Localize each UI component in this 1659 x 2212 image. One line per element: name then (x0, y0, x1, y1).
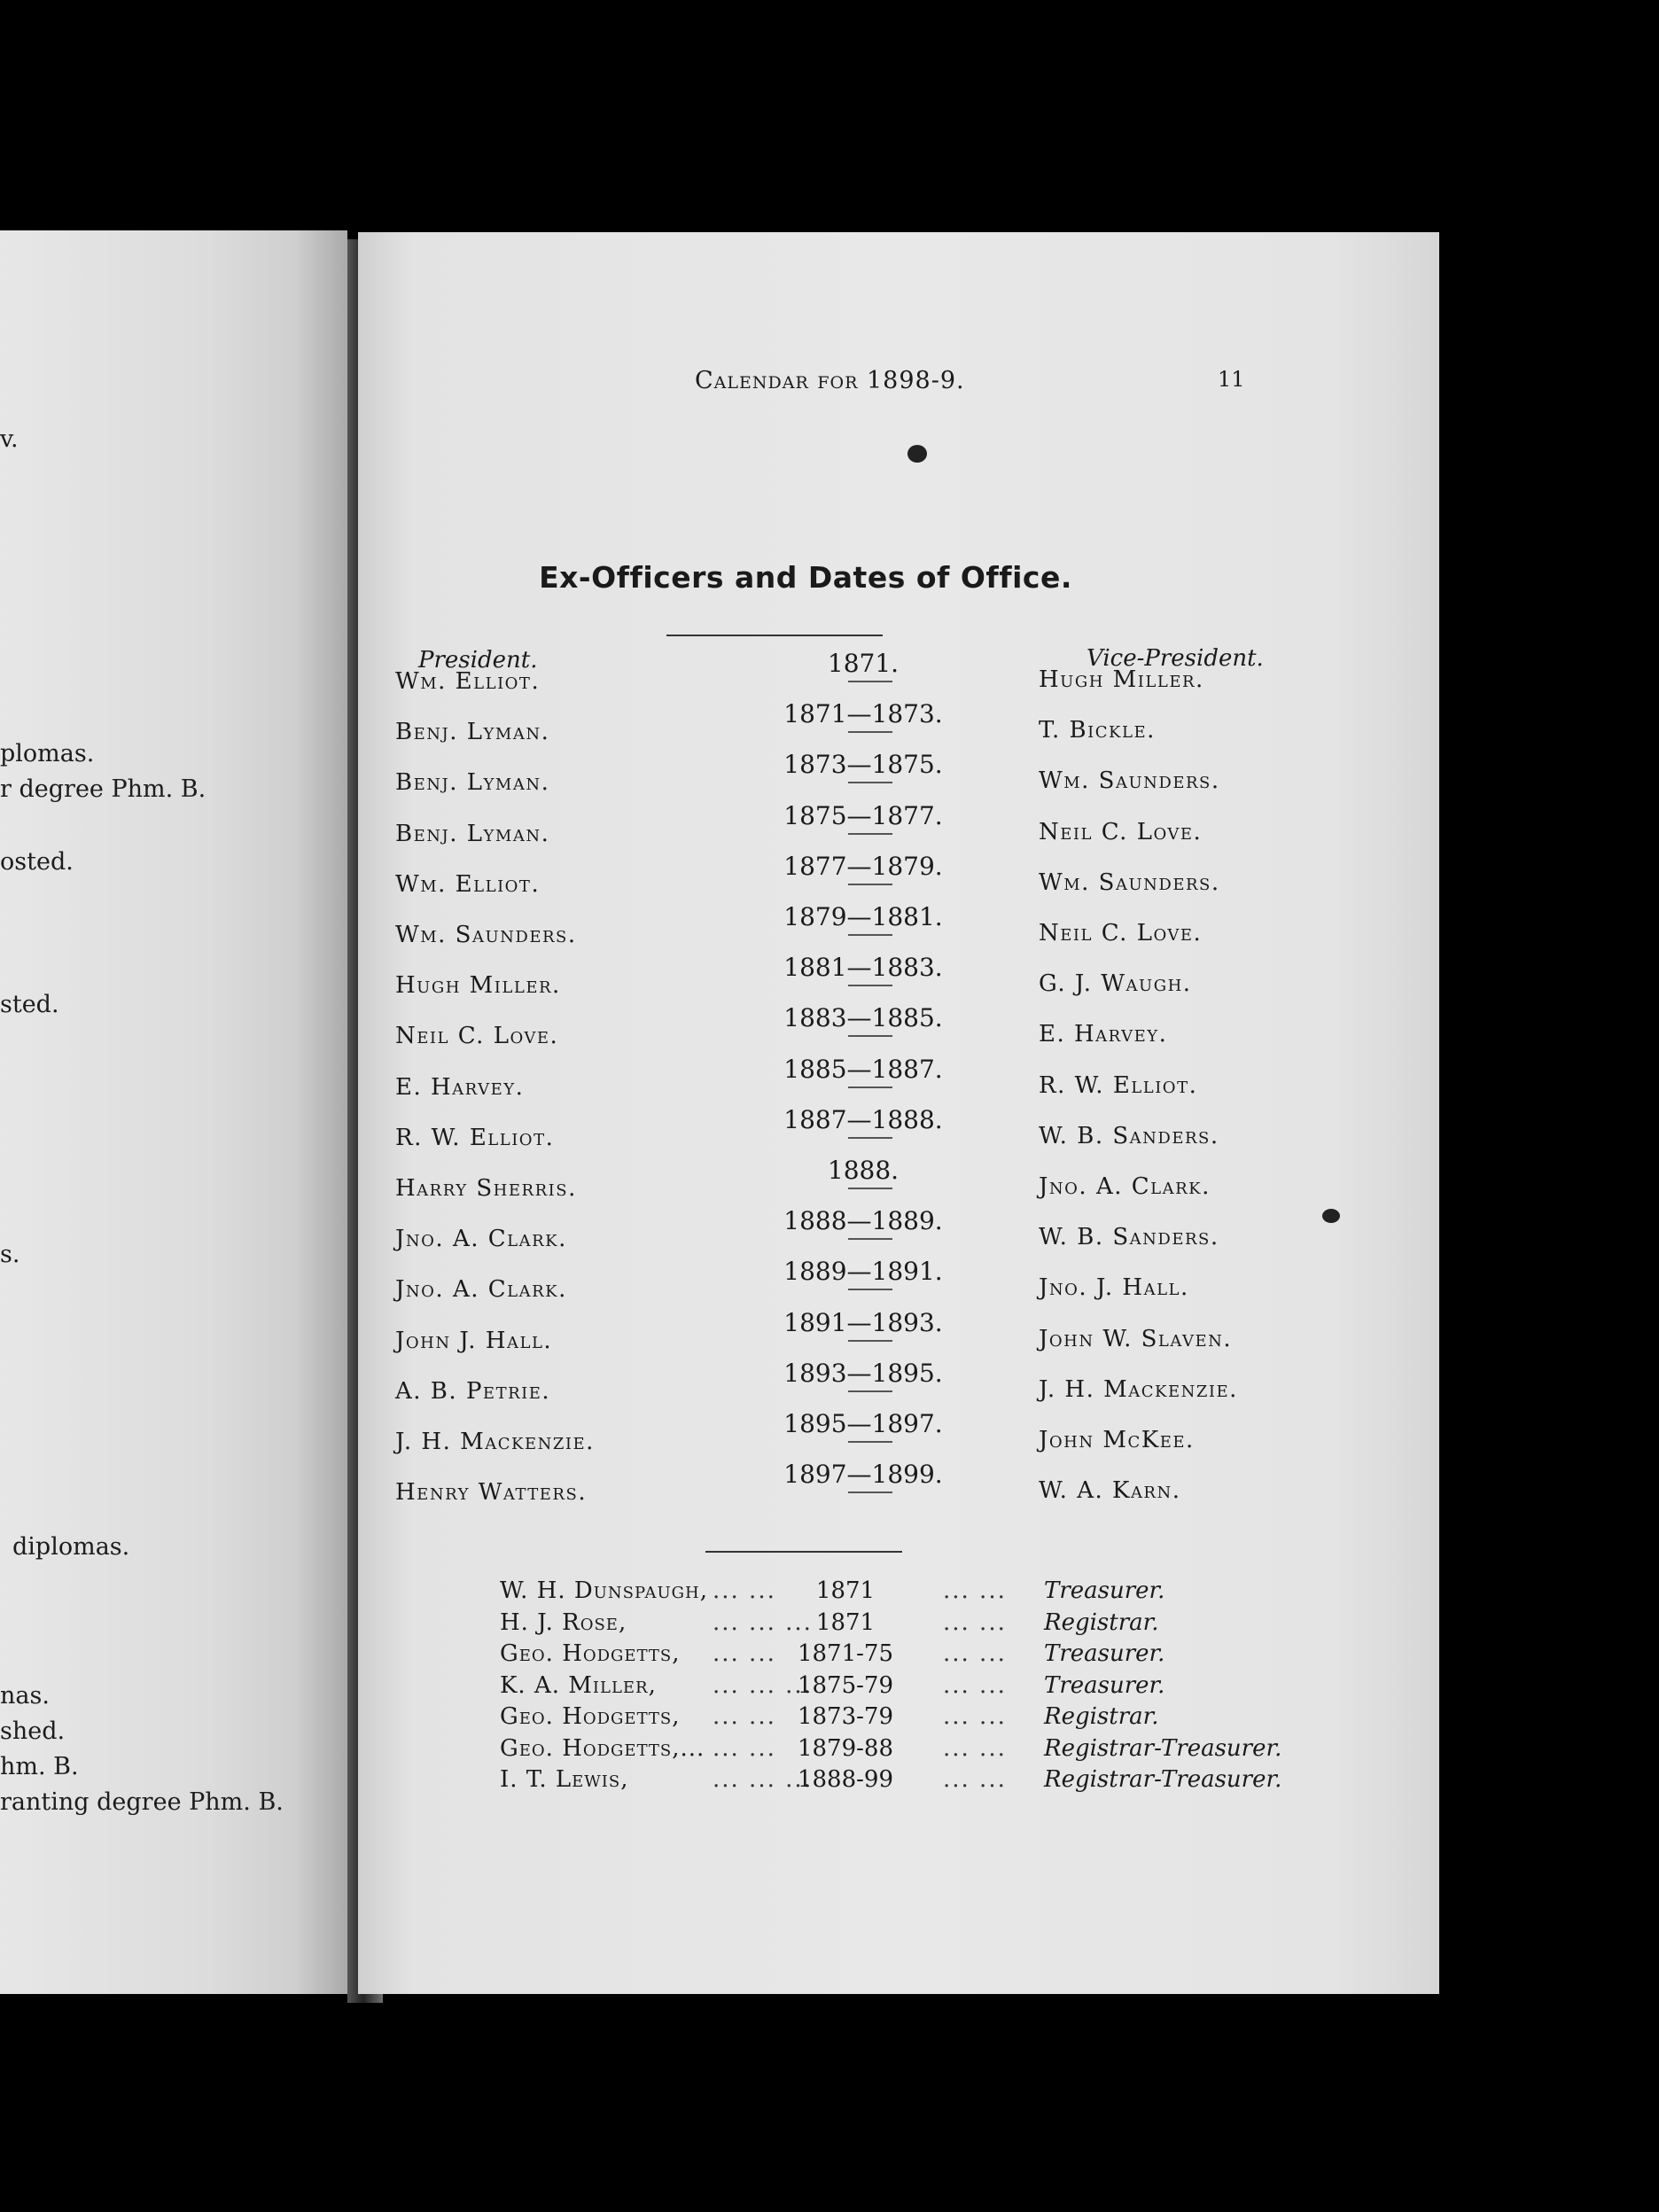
president-name: Jno. A. Clark. (395, 1276, 567, 1304)
officer-name: H. J. Rose, (500, 1608, 627, 1636)
president-name: Benj. Lyman. (395, 820, 550, 847)
vice-president-name: Hugh Miller. (1039, 666, 1204, 693)
leader-dots: ... ... (943, 1703, 1007, 1730)
office-role: Registrar-Treasurer. (1044, 1766, 1282, 1793)
term-years: 1873—1875. (783, 750, 943, 780)
title-rule (666, 635, 883, 636)
leader-dots: ... ... (713, 1703, 776, 1730)
office-role: Registrar. (1044, 1703, 1159, 1730)
president-name: J. H. Mackenzie. (395, 1429, 595, 1455)
vice-president-name: T. Bickle. (1039, 717, 1156, 744)
term-years: 1891—1893. (783, 1307, 943, 1337)
leader-dots: ... ... (713, 1577, 776, 1604)
officer-name: Geo. Hodgetts, (500, 1703, 681, 1730)
leader-dots: ... ... (713, 1734, 776, 1762)
vice-president-name: W. A. Karn. (1039, 1477, 1181, 1505)
left-fragment: nas. (0, 1682, 50, 1710)
left-fragment: diplomas. (12, 1533, 130, 1561)
vice-president-name: John W. Slaven. (1039, 1325, 1233, 1352)
president-name: Jno. A. Clark. (395, 1226, 567, 1253)
vice-president-name: Jno. J. Hall. (1039, 1274, 1189, 1302)
vice-president-column-header: Vice-President. (1087, 645, 1264, 672)
vice-president-name: W. B. Sanders. (1039, 1122, 1219, 1149)
term-years: 1885—1887. (783, 1054, 943, 1084)
term-divider (848, 1238, 892, 1240)
other-officer-row (358, 1577, 1439, 1608)
term-divider (848, 1390, 892, 1392)
leader-dots: ... ... (713, 1640, 776, 1667)
vice-president-name: R. W. Elliot. (1039, 1071, 1198, 1099)
president-name: Wm. Saunders. (395, 922, 577, 948)
term-divider (848, 1087, 892, 1088)
term-divider (848, 731, 892, 733)
left-page (0, 230, 347, 1994)
left-fragment: s. (0, 1241, 20, 1268)
office-year: 1871 (815, 1608, 876, 1636)
office-year: 1871 (815, 1577, 876, 1604)
president-name: Benj. Lyman. (395, 719, 550, 746)
leader-dots: ... ... (943, 1671, 1007, 1699)
officer-row (358, 801, 1439, 852)
leader-dots: ... ... (943, 1766, 1007, 1793)
leader-dots: ... ... ... (713, 1766, 813, 1793)
term-divider (848, 1340, 892, 1342)
president-name: Harry Sherris. (395, 1175, 577, 1202)
president-name: Benj. Lyman. (395, 769, 550, 797)
officer-row (358, 1055, 1439, 1105)
right-page (358, 232, 1439, 1994)
vice-president-name: Neil C. Love. (1039, 920, 1203, 946)
officer-row (358, 953, 1439, 1003)
term-divider (848, 1289, 892, 1290)
leader-dots: ... ... ... (713, 1608, 813, 1636)
left-fragment: r degree Phm. B. (0, 775, 206, 803)
president-name: A. B. Petrie. (395, 1377, 551, 1405)
term-divider (848, 1441, 892, 1443)
officer-row (358, 1257, 1439, 1307)
president-name: Neil C. Love. (395, 1023, 559, 1050)
term-years: 1871. (827, 649, 900, 678)
vice-president-name: E. Harvey. (1039, 1021, 1168, 1048)
term-years: 1887—1888. (783, 1104, 943, 1134)
office-role: Registrar. (1044, 1608, 1159, 1636)
president-name: Henry Watters. (395, 1479, 588, 1507)
officer-name: W. H. Dunspaugh, (500, 1577, 708, 1604)
left-fragment: shed. (0, 1717, 66, 1745)
president-name: E. Harvey. (395, 1073, 525, 1101)
term-years: 1888. (827, 1156, 900, 1185)
term-divider (848, 934, 892, 936)
vice-president-name: Wm. Saunders. (1039, 868, 1220, 896)
leader-dots: ... ... (943, 1734, 1007, 1762)
officer-row (358, 1460, 1439, 1510)
office-role: Treasurer. (1044, 1577, 1165, 1604)
left-fragment: plomas. (0, 740, 95, 767)
term-years: 1875—1877. (783, 800, 943, 830)
term-years: 1893—1895. (783, 1358, 943, 1388)
leader-dots: ... ... ... (713, 1671, 813, 1699)
vice-president-name: Neil C. Love. (1039, 818, 1203, 845)
office-year: 1875-79 (797, 1671, 894, 1699)
left-fragment: hm. B. (0, 1753, 79, 1780)
officer-row (358, 902, 1439, 953)
term-years: 1895—1897. (783, 1409, 943, 1438)
leader-dots: ... ... (943, 1608, 1007, 1636)
officer-row (358, 1409, 1439, 1460)
left-fragment: v. (0, 425, 19, 453)
officer-row (358, 649, 1439, 699)
office-role: Treasurer. (1044, 1671, 1165, 1699)
officer-row (358, 1359, 1439, 1409)
officer-row (358, 1105, 1439, 1156)
officer-row (358, 750, 1439, 800)
vice-president-name: G. J. Waugh. (1039, 970, 1192, 998)
running-head: Calendar for 1898-9. (695, 367, 965, 394)
left-fragment: sted. (0, 991, 59, 1018)
term-divider (848, 833, 892, 835)
officer-name: Geo. Hodgetts,... (500, 1734, 705, 1762)
officer-row (358, 1003, 1439, 1054)
term-divider (848, 681, 892, 682)
vice-president-name: W. B. Sanders. (1039, 1224, 1219, 1251)
term-years: 1881—1883. (783, 953, 943, 983)
officer-name: Geo. Hodgetts, (500, 1640, 681, 1667)
president-name: Hugh Miller. (395, 972, 561, 1000)
officer-row (358, 699, 1439, 750)
term-divider (848, 1492, 892, 1493)
term-years: 1888—1889. (783, 1206, 943, 1236)
president-name: Wm. Elliot. (395, 870, 541, 898)
page-number: 11 (1218, 367, 1245, 392)
term-divider (848, 1188, 892, 1189)
officer-row (358, 1156, 1439, 1206)
term-divider (848, 985, 892, 986)
term-divider (848, 1035, 892, 1037)
president-name: John J. Hall. (395, 1327, 553, 1354)
president-name: R. W. Elliot. (395, 1124, 555, 1151)
vice-president-name: J. H. Mackenzie. (1039, 1375, 1238, 1403)
term-years: 1889—1891. (783, 1257, 943, 1287)
other-officer-row (358, 1609, 1439, 1640)
office-year: 1873-79 (797, 1703, 894, 1730)
leader-dots: ... ... (943, 1640, 1007, 1667)
office-role: Treasurer. (1044, 1640, 1165, 1667)
term-years: 1897—1899. (783, 1460, 943, 1490)
section-rule (705, 1551, 902, 1553)
other-officer-row (358, 1735, 1439, 1766)
office-role: Registrar-Treasurer. (1044, 1734, 1282, 1762)
ink-blot (907, 445, 927, 463)
term-years: 1877—1879. (783, 851, 943, 881)
term-divider (848, 1137, 892, 1139)
leader-dots: ... ... (943, 1577, 1007, 1604)
term-divider (848, 884, 892, 885)
other-officer-row (358, 1766, 1439, 1797)
vice-president-name: Jno. A. Clark. (1039, 1173, 1211, 1200)
term-years: 1879—1881. (783, 902, 943, 931)
officer-row (358, 1206, 1439, 1257)
officer-row (358, 1308, 1439, 1359)
office-year: 1888-99 (797, 1766, 894, 1793)
president-name: Wm. Elliot. (395, 668, 541, 695)
term-years: 1883—1885. (783, 1003, 943, 1033)
other-officer-row (358, 1672, 1439, 1703)
officer-name: I. T. Lewis, (500, 1766, 629, 1793)
other-officer-row (358, 1640, 1439, 1671)
office-year: 1879-88 (797, 1734, 894, 1762)
vice-president-name: Wm. Saunders. (1039, 767, 1220, 795)
officer-name: K. A. Miller, (500, 1671, 657, 1699)
vice-president-name: John McKee. (1039, 1427, 1195, 1453)
term-divider (848, 782, 892, 783)
left-fragment: osted. (0, 848, 74, 876)
term-years: 1871—1873. (783, 699, 943, 729)
left-fragment: ranting degree Phm. B. (0, 1788, 284, 1816)
officer-row (358, 852, 1439, 902)
office-year: 1871-75 (797, 1640, 894, 1667)
other-officer-row (358, 1703, 1439, 1734)
president-column-header: President. (418, 647, 538, 674)
page-title: Ex-Officers and Dates of Office. (539, 560, 1072, 595)
